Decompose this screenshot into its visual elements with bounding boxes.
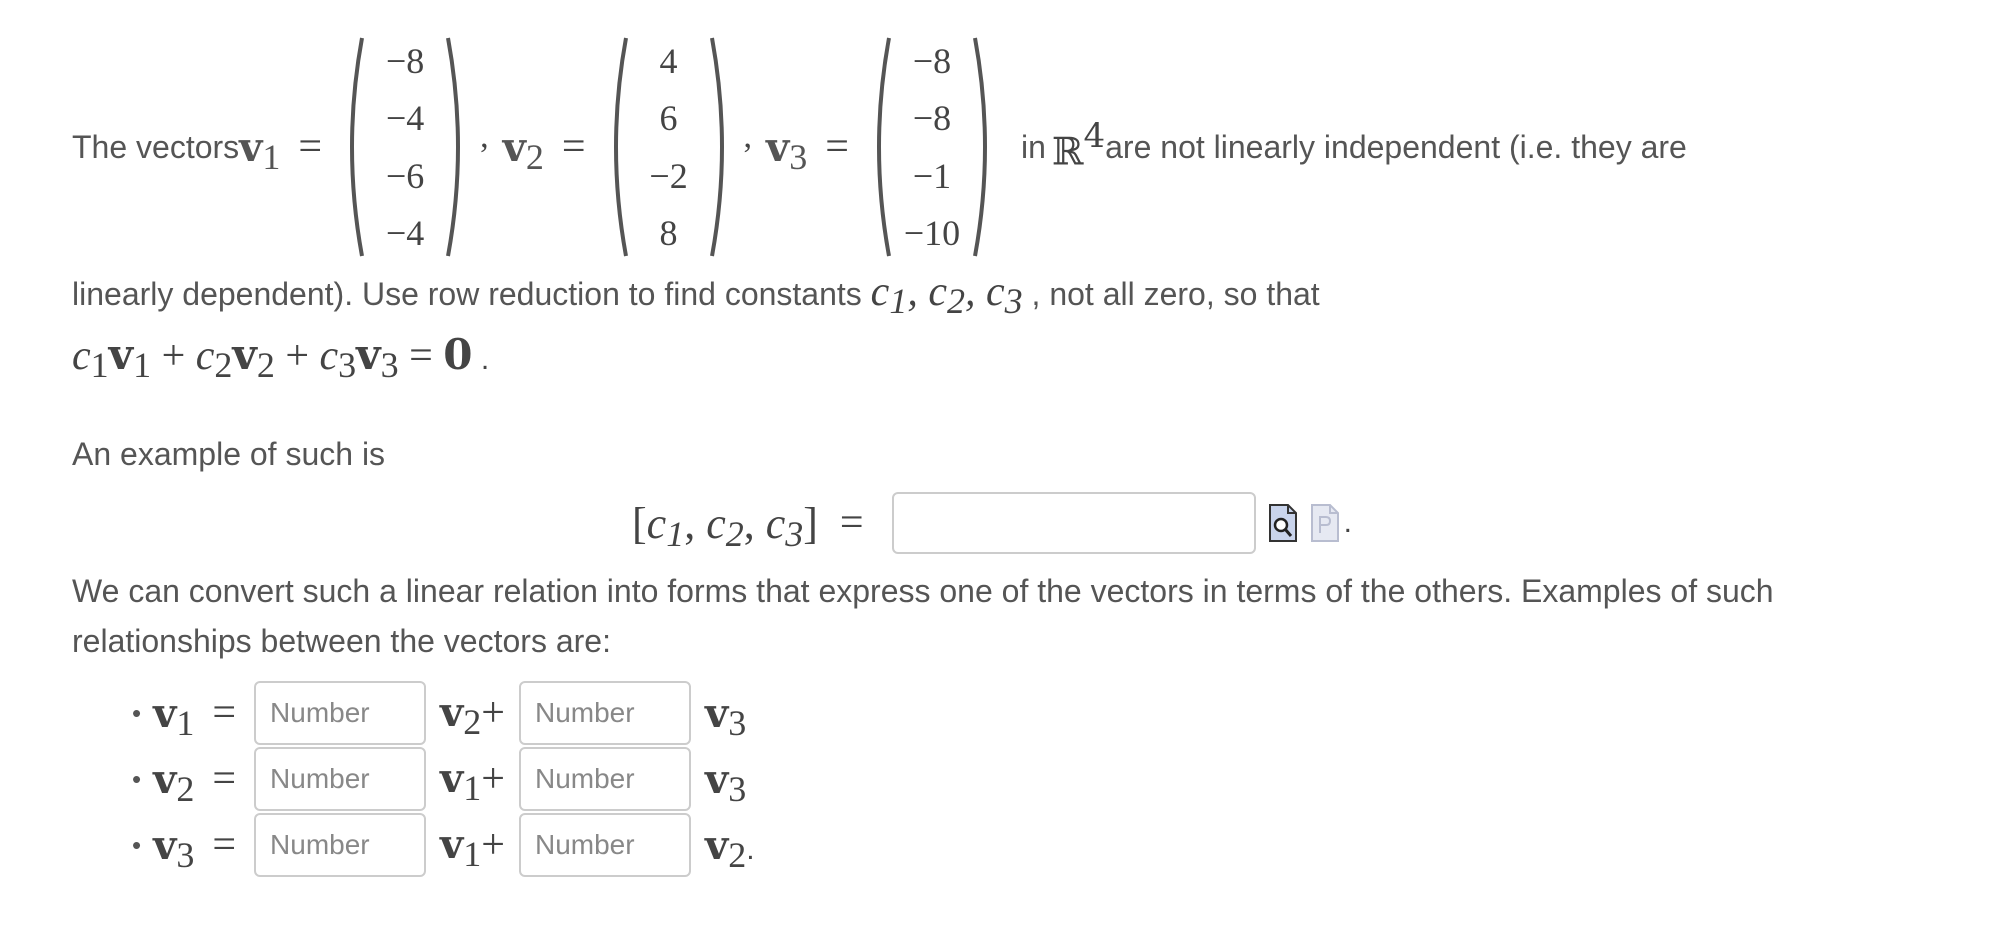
rel1-term1 — [440, 689, 505, 742]
c3-symbol — [985, 269, 1023, 321]
lhs-c1: c — [646, 498, 667, 548]
relation-row-3 — [132, 812, 769, 878]
lhs-c2: c — [706, 498, 726, 548]
rel1-t2-sub: 3 — [728, 702, 747, 743]
c3-letter: c — [985, 269, 1005, 315]
rel3-coef2-input[interactable] — [519, 813, 691, 877]
rel3-t1-v: v — [440, 821, 464, 868]
bracket-close: ] — [803, 498, 818, 548]
v3-entry-2: −8 — [912, 98, 952, 139]
v2-label — [502, 123, 544, 177]
answer-lhs — [632, 498, 818, 554]
v2-entry-2: 6 — [659, 98, 678, 139]
v2-subscript: 2 — [525, 136, 544, 177]
lhs-c2-sub: 2 — [725, 513, 744, 554]
eq-v1-sub: 1 — [133, 345, 152, 385]
eq-v3: v — [356, 330, 381, 379]
rel2-term2 — [704, 755, 747, 809]
relation-row-2 — [132, 746, 760, 812]
line2-tail: , not all zero, so that — [1031, 276, 1320, 312]
c1-letter: c — [870, 269, 890, 315]
eq-c1-sub: 1 — [90, 345, 109, 385]
rel3-term2 — [704, 821, 755, 875]
rel2-plus: + — [481, 756, 505, 802]
rel3-lhs-sub: 3 — [176, 834, 195, 875]
v2-entry-4: 8 — [659, 213, 678, 254]
c2-symbol — [928, 269, 965, 321]
rel3-lhs-v: v — [153, 821, 177, 869]
c2-letter: c — [928, 269, 947, 315]
lhs-c3: c — [765, 498, 786, 548]
space-exponent: 4 — [1083, 116, 1106, 157]
vector-v2 — [604, 32, 734, 262]
eq-v2: v — [232, 330, 257, 379]
relation-row-1 — [132, 680, 760, 746]
rel2-coef2-input[interactable] — [519, 747, 691, 811]
rel3-t2-sub: 2 — [728, 834, 747, 875]
rel3-plus: + — [481, 822, 505, 868]
problem-statement-line1 — [72, 32, 1972, 262]
v3-entry-4: −10 — [903, 213, 961, 254]
bullet-2: • — [132, 763, 142, 794]
sep-1: , — [907, 269, 929, 315]
rel3-end: . — [746, 832, 755, 866]
rel1-lhs-v: v — [153, 689, 177, 737]
vector-v1 — [340, 32, 470, 262]
rel2-t2-sub: 3 — [728, 768, 747, 809]
coefficients-answer-input[interactable] — [892, 492, 1256, 554]
v3-equals: = — [825, 124, 849, 170]
eq-c2: c — [195, 333, 215, 379]
rel2-equals: = — [212, 756, 237, 802]
eq-period: . — [472, 343, 490, 376]
eq-plus-2: + — [274, 333, 320, 379]
rel3-lhs — [153, 821, 195, 875]
sep-2: , — [964, 269, 986, 315]
v3-subscript: 3 — [789, 136, 808, 177]
eq-equals: = — [398, 333, 444, 379]
c3-sub: 3 — [1004, 281, 1023, 321]
rel3-term1 — [440, 821, 505, 874]
rel2-t1-sub: 1 — [463, 768, 482, 808]
vector-v3 — [867, 32, 997, 262]
relations-intro-text: We can convert such a linear relation into forms that express one of the vectors in terms of the others. Examples of such relationships between the vectors are: — [72, 573, 1774, 659]
space-r4 — [1051, 116, 1106, 174]
rel2-term1 — [440, 755, 505, 808]
answer-period: . — [1343, 506, 1352, 539]
rel1-coef2-input[interactable] — [519, 681, 691, 745]
line2-text: linearly dependent). Use row reduction to find constants — [72, 276, 871, 312]
lhs-c1-sub: 1 — [666, 513, 685, 554]
rel1-coef1-input[interactable] — [254, 681, 426, 745]
bracket-open: [ — [632, 498, 647, 548]
problem-statement-line2 — [72, 268, 1320, 321]
eq-v2-sub: 2 — [256, 345, 275, 385]
lhs-c3-sub: 3 — [785, 513, 804, 554]
example-label: An example of such is — [72, 436, 386, 472]
comma-1: , — [480, 118, 489, 155]
rel1-t1-v: v — [440, 689, 464, 736]
eq-zero-vector: 0 — [443, 330, 473, 379]
v1-entry-4: −4 — [385, 213, 425, 254]
v3-entry-3: −1 — [912, 155, 952, 196]
linear-combination-equation — [72, 330, 490, 385]
rel2-lhs-v: v — [153, 755, 177, 803]
rel3-equals: = — [212, 822, 237, 868]
v3-label — [766, 123, 808, 177]
preview-icon[interactable] — [1268, 503, 1298, 543]
c1-symbol — [870, 269, 908, 321]
eq-v3-sub: 3 — [380, 345, 399, 385]
intro-prefix: The vectors — [72, 128, 240, 165]
v2-entry-3: −2 — [649, 155, 688, 196]
lhs-sep-2: , — [743, 498, 766, 548]
bullet-3: • — [132, 829, 142, 860]
rel3-t1-sub: 1 — [463, 834, 482, 874]
v2-equals: = — [561, 124, 586, 170]
v3-symbol: v — [766, 123, 790, 171]
rel2-lhs-sub: 2 — [176, 768, 195, 809]
v2-entry-1: 4 — [659, 40, 678, 81]
format-help-icon[interactable] — [1310, 503, 1340, 543]
c1-sub: 1 — [889, 281, 908, 321]
rel2-coef1-input[interactable] — [254, 747, 426, 811]
eq-plus-1: + — [151, 333, 196, 379]
answer-row — [632, 488, 1352, 558]
eq-c3-sub: 3 — [338, 345, 357, 385]
v1-symbol: v — [239, 123, 263, 171]
v1-label — [239, 123, 281, 177]
rel3-t2-v: v — [704, 821, 729, 869]
v1-entry-3: −6 — [385, 155, 425, 196]
space-symbol: ℝ — [1051, 129, 1084, 174]
intro-suffix: are not linearly independent (i.e. they are — [1105, 128, 1687, 165]
lhs-sep-1: , — [684, 498, 707, 548]
eq-c1: c — [72, 333, 91, 379]
rel1-lhs — [153, 689, 195, 743]
rel1-lhs-sub: 1 — [176, 702, 195, 743]
rel1-t1-sub: 2 — [463, 702, 482, 742]
v1-entry-2: −4 — [385, 98, 425, 139]
rel2-t2-v: v — [704, 755, 729, 803]
v1-equals: = — [298, 124, 323, 170]
eq-c3: c — [319, 333, 339, 379]
v1-subscript: 1 — [262, 136, 281, 177]
rel2-t1-v: v — [440, 755, 464, 802]
v3-entry-1: −8 — [912, 40, 952, 81]
eq-v1: v — [108, 330, 134, 379]
answer-equals: = — [839, 500, 864, 546]
rel1-plus: + — [481, 690, 505, 736]
rel1-t2-v: v — [704, 689, 729, 737]
rel1-term2 — [704, 689, 747, 743]
v2-symbol: v — [502, 123, 526, 171]
bullet-1: • — [132, 697, 142, 728]
rel1-equals: = — [212, 690, 237, 736]
eq-c2-sub: 2 — [214, 345, 233, 385]
comma-2: , — [743, 118, 753, 155]
c2-sub: 2 — [946, 281, 965, 321]
v1-entry-1: −8 — [385, 40, 425, 81]
space-prefix: in — [1020, 128, 1046, 165]
rel2-lhs — [153, 755, 195, 809]
rel3-coef1-input[interactable] — [254, 813, 426, 877]
